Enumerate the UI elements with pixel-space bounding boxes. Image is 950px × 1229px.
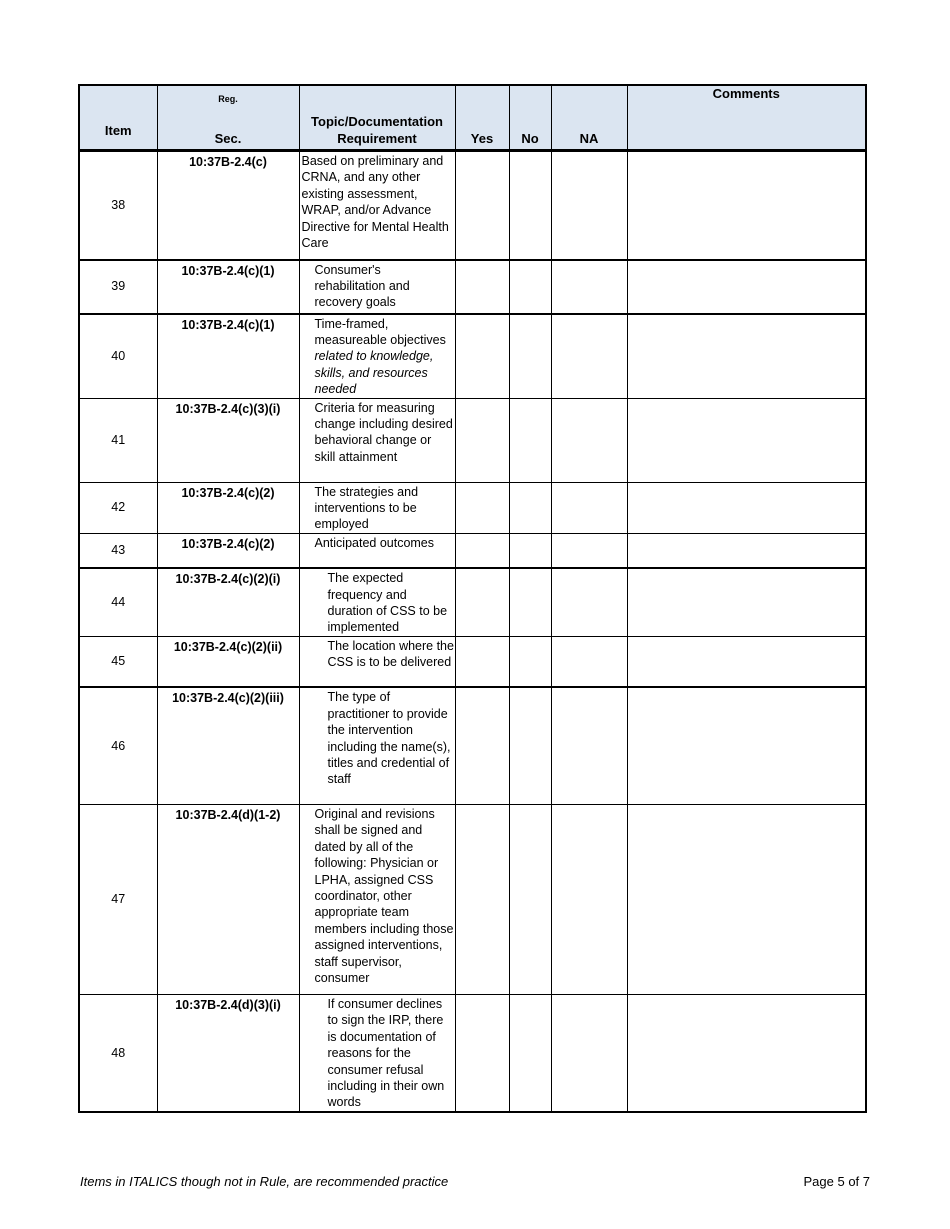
table-row [79, 636, 866, 687]
page-number: Page 5 of 7 [803, 1174, 870, 1189]
comments-cell[interactable] [627, 804, 866, 994]
yes-cell[interactable] [455, 482, 509, 533]
na-cell[interactable] [551, 314, 627, 399]
yes-cell[interactable] [455, 151, 509, 260]
item-number: 40 [79, 314, 157, 399]
yes-cell[interactable] [455, 994, 509, 1112]
reg-sec: 10:37B-2.4(c)(1) [157, 260, 299, 314]
comments-cell[interactable] [627, 568, 866, 636]
comments-cell[interactable] [627, 533, 866, 568]
table-row [79, 804, 866, 994]
header-na: NA [551, 85, 627, 151]
topic-requirement: Original and revisions shall be signed and dated by all of the following: Physician or LPHA, assigned CSS coordinator, other appropriate team members including those assigned interventions, staff supervisor, consumer [299, 804, 455, 994]
reg-sec: 10:37B-2.4(c) [157, 151, 299, 260]
yes-cell[interactable] [455, 636, 509, 687]
na-cell[interactable] [551, 398, 627, 482]
yes-cell[interactable] [455, 314, 509, 399]
header-comments: Comments [627, 85, 866, 151]
header-reg: Reg. [218, 94, 238, 104]
no-cell[interactable] [509, 994, 551, 1112]
table-row [79, 568, 866, 636]
na-cell[interactable] [551, 482, 627, 533]
topic-requirement: The strategies and interventions to be employed [299, 482, 455, 533]
table-row [79, 398, 866, 482]
topic-requirement: Consumer's rehabilitation and recovery goals [299, 260, 455, 314]
na-cell[interactable] [551, 260, 627, 314]
checklist-table [78, 84, 867, 1113]
comments-cell[interactable] [627, 687, 866, 804]
table-row [79, 994, 866, 1112]
item-number: 48 [79, 994, 157, 1112]
topic-requirement: If consumer declines to sign the IRP, there is documentation of reasons for the consumer refusal including in their own words [299, 994, 455, 1112]
comments-cell[interactable] [627, 314, 866, 399]
header-topic: Topic/Documentation Requirement [299, 85, 455, 151]
header-item: Item [79, 85, 157, 151]
item-number: 43 [79, 533, 157, 568]
no-cell[interactable] [509, 260, 551, 314]
comments-cell[interactable] [627, 151, 866, 260]
reg-sec: 10:37B-2.4(c)(2)(i) [157, 568, 299, 636]
na-cell[interactable] [551, 568, 627, 636]
reg-sec: 10:37B-2.4(c)(2) [157, 482, 299, 533]
comments-cell[interactable] [627, 636, 866, 687]
topic-requirement: Anticipated outcomes [299, 533, 455, 568]
na-cell[interactable] [551, 533, 627, 568]
na-cell[interactable] [551, 636, 627, 687]
yes-cell[interactable] [455, 260, 509, 314]
item-number: 38 [79, 151, 157, 260]
comments-cell[interactable] [627, 482, 866, 533]
topic-requirement: Based on preliminary and CRNA, and any other existing assessment, WRAP, and/or Advance Directive for Mental Health Care [299, 151, 455, 260]
no-cell[interactable] [509, 533, 551, 568]
reg-sec: 10:37B-2.4(d)(3)(i) [157, 994, 299, 1112]
yes-cell[interactable] [455, 398, 509, 482]
header-reg-sec [157, 85, 299, 151]
no-cell[interactable] [509, 804, 551, 994]
no-cell[interactable] [509, 314, 551, 399]
table-row [79, 482, 866, 533]
reg-sec: 10:37B-2.4(c)(3)(i) [157, 398, 299, 482]
no-cell[interactable] [509, 398, 551, 482]
item-number: 39 [79, 260, 157, 314]
reg-sec: 10:37B-2.4(d)(1-2) [157, 804, 299, 994]
comments-cell[interactable] [627, 398, 866, 482]
header-yes: Yes [455, 85, 509, 151]
footer-note: Items in ITALICS though not in Rule, are recommended practice [80, 1174, 449, 1189]
yes-cell[interactable] [455, 533, 509, 568]
reg-sec: 10:37B-2.4(c)(2)(iii) [157, 687, 299, 804]
reg-sec: 10:37B-2.4(c)(2)(ii) [157, 636, 299, 687]
topic-recommended-practice: related to knowledge, skills, and resources needed [314, 349, 434, 397]
topic-requirement: Criteria for measuring change including desired behavioral change or skill attainment [299, 398, 455, 482]
table-row [79, 314, 866, 399]
no-cell[interactable] [509, 687, 551, 804]
reg-sec: 10:37B-2.4(c)(1) [157, 314, 299, 399]
topic-requirement: The expected frequency and duration of CSS to be implemented [299, 568, 455, 636]
na-cell[interactable] [551, 687, 627, 804]
table-row [79, 151, 866, 260]
item-number: 45 [79, 636, 157, 687]
yes-cell[interactable] [455, 687, 509, 804]
na-cell[interactable] [551, 804, 627, 994]
yes-cell[interactable] [455, 804, 509, 994]
no-cell[interactable] [509, 482, 551, 533]
item-number: 42 [79, 482, 157, 533]
comments-cell[interactable] [627, 994, 866, 1112]
comments-cell[interactable] [627, 260, 866, 314]
topic-text: Time-framed, measureable objectives [314, 316, 446, 347]
header-no: No [509, 85, 551, 151]
table-row [79, 533, 866, 568]
na-cell[interactable] [551, 994, 627, 1112]
item-number: 44 [79, 568, 157, 636]
topic-requirement: The type of practitioner to provide the intervention including the name(s), titles and credential of staff [299, 687, 455, 804]
table-row [79, 687, 866, 804]
topic-requirement [299, 314, 455, 399]
no-cell[interactable] [509, 636, 551, 687]
na-cell[interactable] [551, 151, 627, 260]
item-number: 47 [79, 804, 157, 994]
no-cell[interactable] [509, 568, 551, 636]
header-row [79, 85, 866, 151]
no-cell[interactable] [509, 151, 551, 260]
topic-requirement: The location where the CSS is to be delivered [299, 636, 455, 687]
yes-cell[interactable] [455, 568, 509, 636]
reg-sec: 10:37B-2.4(c)(2) [157, 533, 299, 568]
item-number: 46 [79, 687, 157, 804]
table-row [79, 260, 866, 314]
header-sec: Sec. [214, 130, 242, 146]
item-number: 41 [79, 398, 157, 482]
